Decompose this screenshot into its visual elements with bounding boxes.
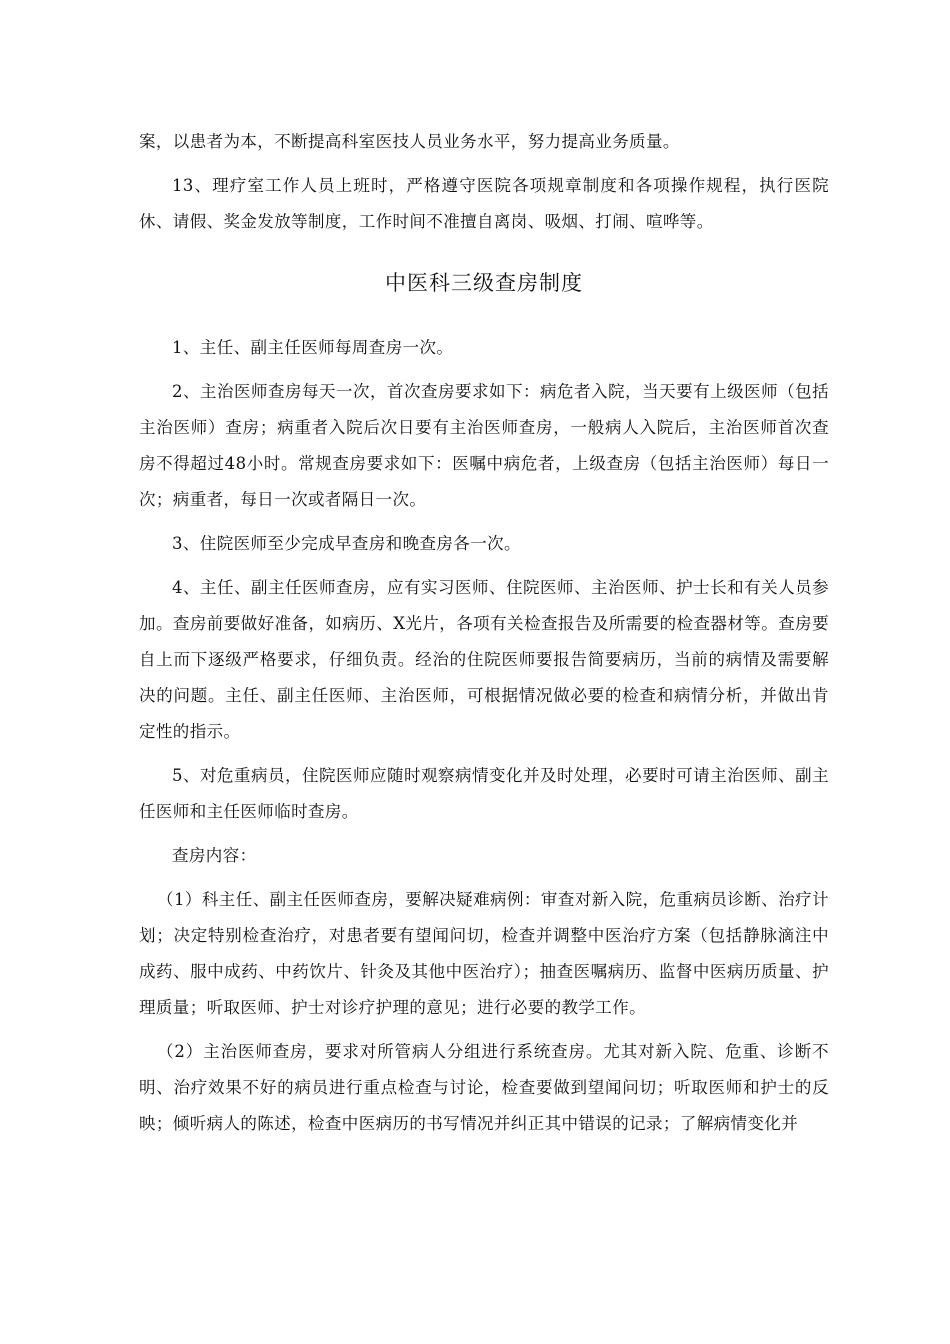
rule-item-4: 4、主任、副主任医师查房，应有实习医师、住院医师、主治医师、护士长和有关人员参加。查房前要做好准备，如病历、X光片，各项有关检查报告及所需要的检查器材等。查房要自上而下逐级严格要求，仔细负责。经治的住院医师要报告简要病历，当前的病情及需要解决的问题。主任、副主任医师、主治医师，可根据情况做必要的检查和病情分析，并做出肯定性的指示。: [139, 578, 829, 741]
rule-item-5: 5、对危重病员，住院医师应随时观察病情变化并及时处理，必要时可请主治医师、副主任医师和主任医师临时查房。: [139, 766, 829, 821]
content-sub-item-1: （1）科主任、副主任医师查房，要解决疑难病例：审查对新入院，危重病员诊断、治疗计划；决定特别检查治疗，对患者要有望闻问切，检查并调整中医治疗方案（包括静脉滴注中成药、服中成药、中药饮片、针灸及其他中医治疗）；抽查医嘱病历、监督中医病历质量、护理质量；听取医师、护士对诊疗护理的意见；进行必要的教学工作。: [139, 890, 829, 1017]
paragraph-13: 13、理疗室工作人员上班时，严格遵守医院各项规章制度和各项操作规程，执行医院休、请假、奖金发放等制度，工作时间不准擅自离岗、吸烟、打闹、喧哗等。: [139, 176, 829, 231]
document-body: [139, 124, 829, 1150]
continued-paragraph: 案，以患者为本，不断提高科室医技人员业务水平，努力提高业务质量。: [139, 132, 680, 151]
content-heading: 查房内容：: [172, 846, 257, 865]
rule-item-3: 3、住院医师至少完成早查房和晚查房各一次。: [172, 534, 521, 553]
content-sub-item-2: （2）主治医师查房，要求对所管病人分组进行系统查房。尤其对新入院、危重、诊断不明、治疗效果不好的病员进行重点检查与讨论，检查要做到望闻问切；听取医师和护士的反映；倾听病人的陈述，检查中医病历的书写情况并纠正其中错误的记录；了解病情变化并: [139, 1042, 829, 1133]
section-title: 中医科三级查房制度: [385, 271, 583, 295]
rule-item-1: 1、主任、副主任医师每周查房一次。: [172, 338, 454, 357]
rule-item-2: 2、主治医师查房每天一次，首次查房要求如下：病危者入院，当天要有上级医师（包括主治医师）查房；病重者入院后次日要有主治医师查房，一般病人入院后，主治医师首次查房不得超过48小时。常规查房要求如下：医嘱中病危者，上级查房（包括主治医师）每日一次；病重者，每日一次或者隔日一次。: [139, 382, 829, 509]
